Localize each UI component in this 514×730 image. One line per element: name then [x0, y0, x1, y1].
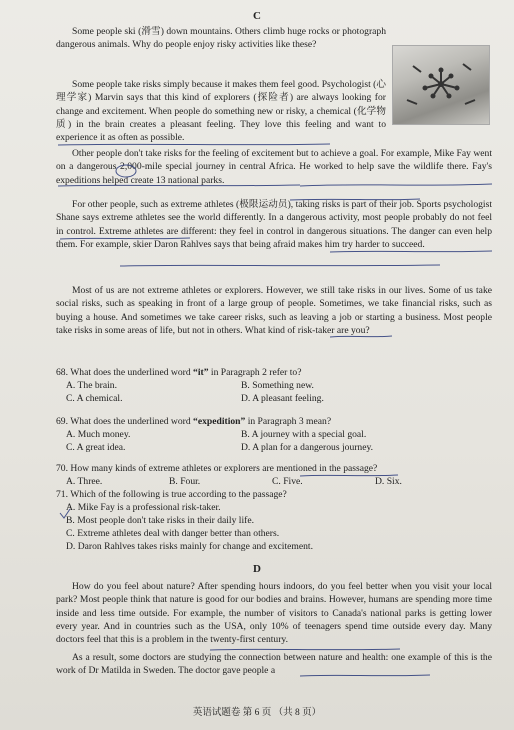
section-c-heading: C [253, 10, 261, 22]
question-71-stem: 71. Which of the following is true according to the passage? [56, 489, 287, 500]
paragraph-d1: How do you feel about nature? After spending hours indoors, do you feel better when you visit your local park? Most people think that nature is good for our bodies and brains. However, humans are spending more time inside and less time outside. For example, the number of visitors to Canada's national parks is getting lower every year. And in countries such as the USA, only 10% of teenagers spend time outside every day. Many doctors feel that this is a problem in the twenty-first century. [56, 581, 492, 646]
question-69-option-c[interactable]: C. A great idea. [66, 442, 126, 453]
question-70-option-d[interactable]: D. Six. [375, 476, 402, 487]
question-70-option-b[interactable]: B. Four. [169, 476, 201, 487]
paragraph-c4: For other people, such as extreme athletes (极限运动员), taking risks is part of their job. Sports psychologist Shane says extreme athletes see the world differently. In a dangerous activity, most people probably do not feel in control. Extreme athletes are different: they feel in control in dangerous situations. The danger can even help them. For example, skier Daron Rahlves says that being afraid makes him try harder to succeed. [56, 199, 492, 250]
paragraph-c5: Most of us are not extreme athletes or explorers. However, we still take risks in our lives. Some of us take social risks, such as speaking in front of a large group of people. Sometimes, we take financial risks, such as buying a house. And sometimes we take career risks, such as leaving a job or starting a business. Most people take risks in some areas of life, but not in others. What kind of risk-taker are you? [56, 285, 492, 336]
question-68-option-a[interactable]: A. The brain. [66, 380, 117, 391]
question-71 [56, 488, 496, 553]
question-69-stem: 69. What does the underlined word “expedition” in Paragraph 3 mean? [56, 416, 332, 427]
question-71-option-c[interactable]: C. Extreme athletes deal with danger better than others. [66, 528, 280, 539]
paragraph-c3: Other people don't take risks for the feeling of excitement but to achieve a goal. For example, Mike Fay went on a dangerous 2,000-mile special journey in central Africa. He worked to help save the wildlife there. Fay's expeditions helped create 13 national parks. [56, 148, 492, 186]
question-69-option-d[interactable]: D. A plan for a dangerous journey. [241, 442, 374, 453]
question-70-option-c[interactable]: C. Five. [272, 476, 303, 487]
question-71-option-a[interactable]: A. Mike Fay is a professional risk-taker. [66, 502, 221, 513]
question-69-keyword: “expedition” [193, 416, 246, 427]
question-68-option-d[interactable]: D. A pleasant feeling. [241, 393, 324, 404]
pen-underline [120, 265, 440, 266]
question-70-stem: 70. How many kinds of extreme athletes or explorers are mentioned in the passage? [56, 463, 378, 474]
page-footer: 英语试题卷 第 6 页 （共 8 页） [192, 708, 322, 718]
question-70-option-a[interactable]: A. Three. [66, 476, 103, 487]
question-68-option-c[interactable]: C. A chemical. [66, 393, 123, 404]
question-69-option-b[interactable]: B. A journey with a special goal. [241, 429, 367, 440]
paragraph-c1: Some people ski (滑雪) down mountains. Others climb huge rocks or photograph dangerous animals. Why do people enjoy risky activities like these? [56, 26, 386, 51]
question-71-option-d[interactable]: D. Daron Rahlves takes risks mainly for change and excitement. [66, 541, 313, 552]
question-71-option-b[interactable]: B. Most people don't take risks in their daily life. [66, 515, 254, 526]
skydivers-photo [392, 45, 490, 125]
pen-underline [210, 649, 400, 650]
question-68-stem: 68. What does the underlined word “it” in Paragraph 2 refer to? [56, 367, 302, 378]
paragraph-d2: As a result, some doctors are studying the connection between nature and health: one example of this is the work of Dr Matilda in Sweden. The doctor gave people a [56, 652, 492, 677]
question-68 [56, 366, 496, 405]
skydivers-illustration [393, 46, 489, 124]
question-69-option-a[interactable]: A. Much money. [66, 429, 131, 440]
paragraph-c2: Some people take risks simply because it makes them feel good. Psychologist (心理学家) Marvin says that this kind of explorers (探险者) are always looking for change and excitement. When people do something new or risky, a chemical (化学物质) in the brain creates a pleasant feeling. They love this feeling and want to experience it as often as possible. [56, 79, 386, 144]
question-68-keyword: “it” [193, 367, 209, 378]
question-69 [56, 415, 496, 454]
section-d-heading: D [253, 563, 261, 575]
question-68-option-b[interactable]: B. Something new. [241, 380, 314, 391]
question-70 [56, 462, 496, 488]
